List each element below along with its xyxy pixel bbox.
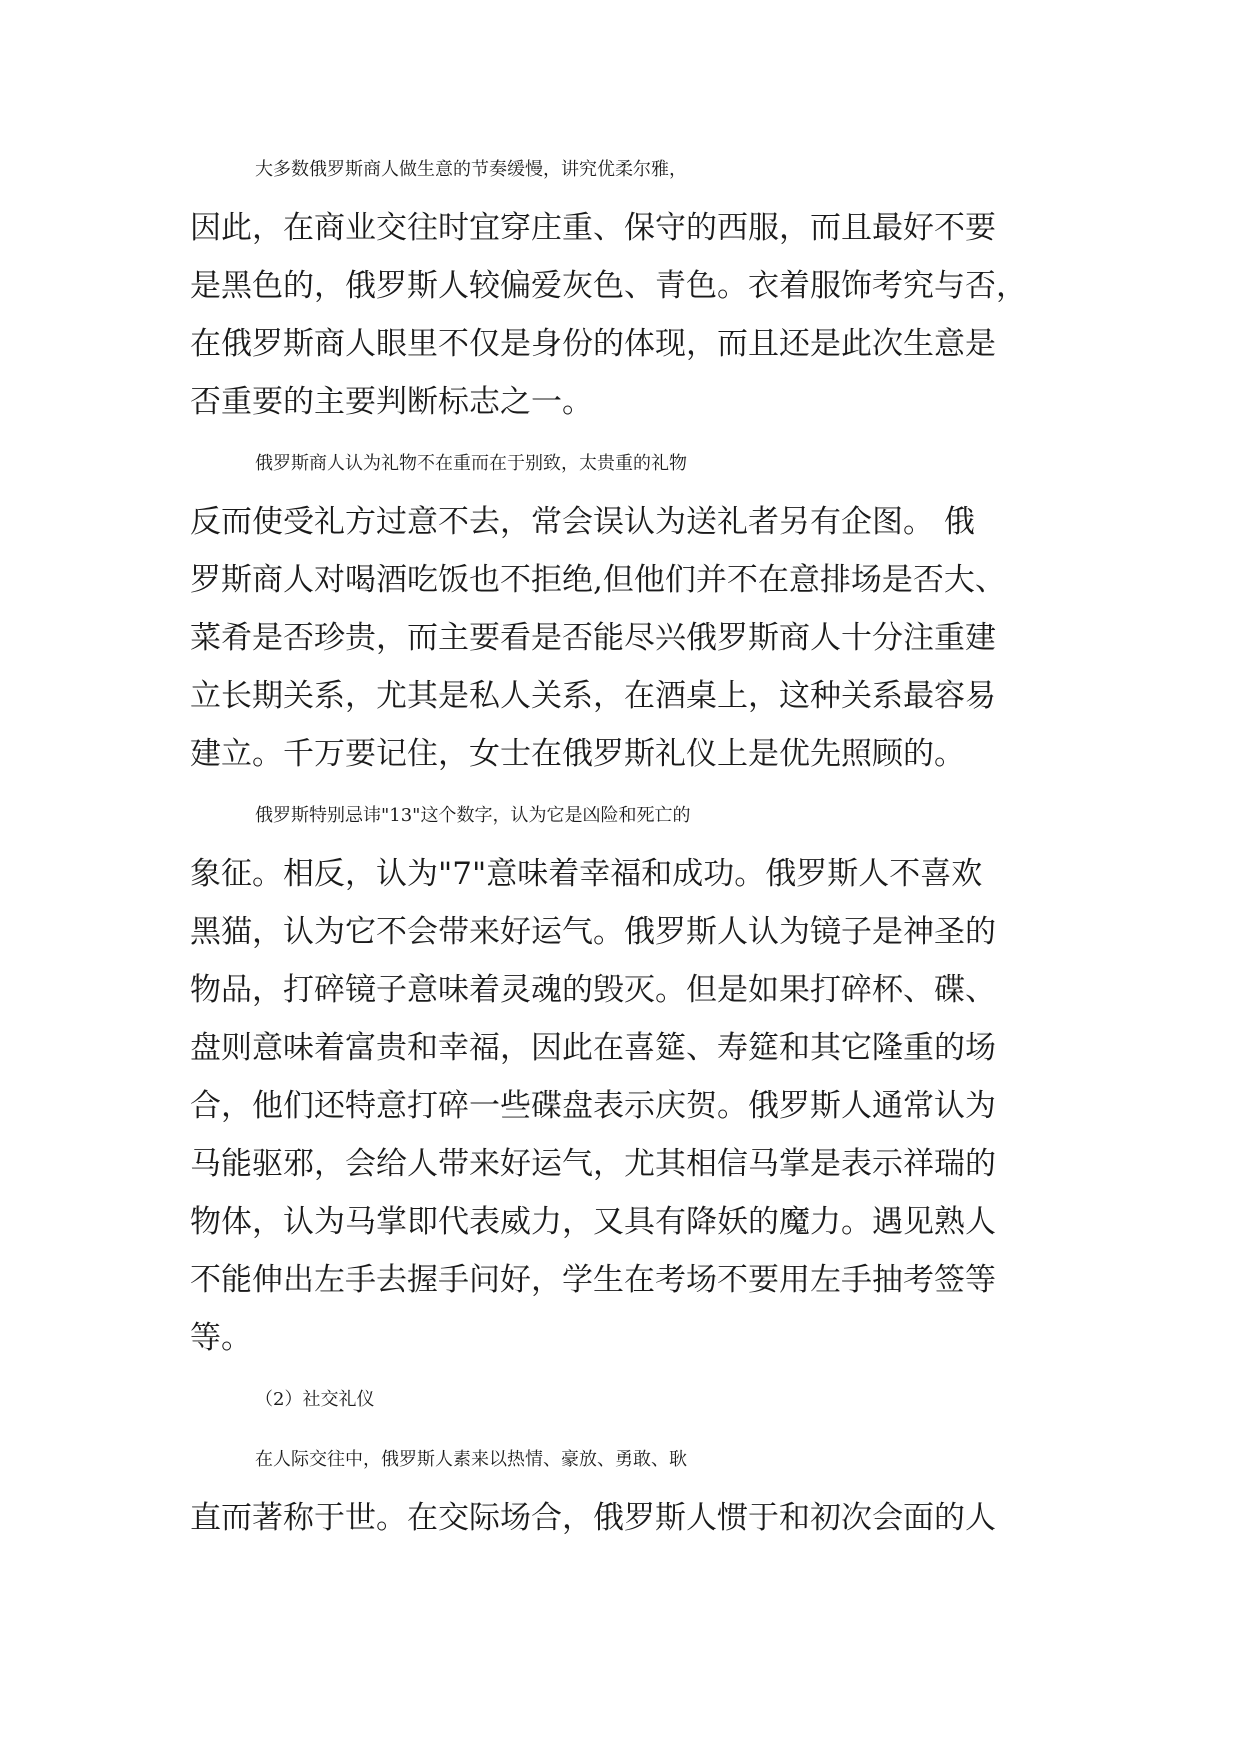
paragraph-1-line-4: 在俄罗斯商人眼里不仅是身份的体现，而且还是此次生意是 bbox=[190, 326, 996, 362]
paragraph-3-line-8: 物体，认为马掌即代表威力，又具有降妖的魔力。遇见熟人 bbox=[190, 1204, 996, 1240]
paragraph-3-line-5: 盘则意味着富贵和幸福，因此在喜筵、寿筵和其它隆重的场 bbox=[190, 1030, 996, 1066]
section-heading: （2）社交礼仪 bbox=[255, 1389, 375, 1410]
paragraph-2-line-4: 菜肴是否珍贵，而主要看是否能尽兴俄罗斯商人十分注重建 bbox=[190, 620, 996, 656]
paragraph-2-line-3: 罗斯商人对喝酒吃饭也不拒绝,但他们并不在意排场是否大、 bbox=[190, 562, 1006, 598]
paragraph-3-line-3: 黑猫，认为它不会带来好运气。俄罗斯人认为镜子是神圣的 bbox=[190, 914, 996, 950]
paragraph-2-line-1: 俄罗斯商人认为礼物不在重而在于别致，太贵重的礼物 bbox=[255, 453, 687, 474]
paragraph-3-line-4: 物品，打碎镜子意味着灵魂的毁灭。但是如果打碎杯、碟、 bbox=[190, 972, 996, 1008]
paragraph-3-line-2: 象征。相反，认为"7"意味着幸福和成功。俄罗斯人不喜欢 bbox=[190, 856, 983, 892]
paragraph-3-line-7: 马能驱邪，会给人带来好运气，尤其相信马掌是表示祥瑞的 bbox=[190, 1146, 996, 1182]
paragraph-2-line-5: 立长期关系，尤其是私人关系，在酒桌上，这种关系最容易 bbox=[190, 678, 996, 714]
paragraph-1-line-5: 否重要的主要判断标志之一。 bbox=[190, 384, 593, 420]
paragraph-1-line-1: 大多数俄罗斯商人做生意的节奏缓慢，讲究优柔尔雅， bbox=[255, 159, 687, 180]
paragraph-1-line-3: 是黑色的，俄罗斯人较偏爱灰色、青色。衣着服饰考究与否， bbox=[190, 268, 1027, 304]
paragraph-3-line-9: 不能伸出左手去握手问好，学生在考场不要用左手抽考签等 bbox=[190, 1262, 996, 1298]
paragraph-4-line-1: 在人际交往中，俄罗斯人素来以热情、豪放、勇敢、耿 bbox=[255, 1449, 687, 1470]
paragraph-2-line-6: 建立。千万要记住，女士在俄罗斯礼仪上是优先照顾的。 bbox=[190, 736, 965, 772]
paragraph-4-line-2: 直而著称于世。在交际场合，俄罗斯人惯于和初次会面的人 bbox=[190, 1500, 996, 1536]
paragraph-3-line-6: 合，他们还特意打碎一些碟盘表示庆贺。俄罗斯人通常认为 bbox=[190, 1088, 996, 1124]
paragraph-1-line-2: 因此，在商业交往时宜穿庄重、保守的西服，而且最好不要 bbox=[190, 210, 996, 246]
paragraph-2-line-2: 反而使受礼方过意不去，常会误认为送礼者另有企图。 俄 bbox=[190, 504, 975, 540]
paragraph-3-line-1: 俄罗斯特别忌讳"13"这个数字，认为它是凶险和死亡的 bbox=[255, 805, 691, 826]
paragraph-3-line-10: 等。 bbox=[190, 1320, 252, 1356]
